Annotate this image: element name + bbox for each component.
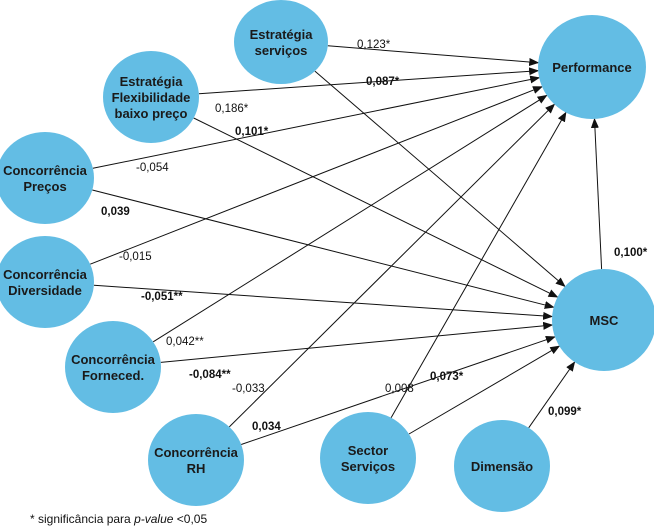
node-label-line: Forneced.	[81, 368, 145, 383]
node-dimensao	[454, 420, 550, 512]
node-label-line: Estratégia	[119, 74, 183, 89]
node-concorrencia-rh	[148, 414, 244, 506]
edge-flex-msc	[194, 118, 558, 297]
edge-line-msc-perf	[595, 119, 602, 269]
node-label-line: baixo preço	[114, 106, 188, 121]
edge-forn-msc	[161, 325, 552, 362]
node-label-line: Performance	[552, 60, 632, 75]
coef-label-div-perf: -0,015	[119, 251, 152, 263]
node-circle-concorrencia-forneced	[65, 321, 161, 413]
node-circle-estrategia-servicos	[234, 0, 328, 84]
edge-sector-msc	[409, 346, 559, 434]
footnote-emphasis: p-value	[134, 512, 174, 526]
footnote-suffix: <0,05	[173, 512, 208, 526]
node-label-line: Diversidade	[8, 283, 82, 298]
node-concorrencia-precos	[0, 132, 94, 224]
coef-label-forn-perf: 0,042**	[166, 336, 204, 348]
coef-label-flex-perf: 0,186*	[215, 103, 249, 115]
node-circle-concorrencia-diversidade	[0, 236, 94, 328]
edge-line-flex-msc	[194, 118, 558, 297]
coef-label-precos-perf: -0,054	[136, 162, 169, 174]
node-label-performance	[552, 60, 631, 75]
node-label-line: Preços	[23, 179, 67, 194]
significance-footnote	[30, 512, 207, 526]
coef-label-serv-perf: 0,123*	[357, 39, 391, 51]
node-sector-servicos	[320, 412, 416, 504]
node-label-dimensao	[471, 459, 533, 474]
node-msc	[552, 269, 654, 371]
coef-label-dim-msc: 0,099*	[548, 406, 582, 418]
coef-label-div-msc: -0,051**	[141, 291, 183, 303]
node-label-estrategia-flexibilidade	[112, 74, 191, 121]
node-concorrencia-diversidade	[0, 236, 94, 328]
node-label-line: Estratégia	[249, 27, 313, 42]
coef-label-rh-perf: -0,033	[232, 383, 265, 395]
node-label-line: Concorrência	[154, 445, 238, 460]
edge-line-forn-msc	[161, 325, 552, 362]
coef-label-serv-msc: 0,087*	[366, 76, 400, 88]
node-label-concorrencia-diversidade	[3, 267, 88, 298]
coef-label-precos-msc: 0,039	[101, 206, 130, 218]
node-label-estrategia-servicos	[250, 27, 314, 58]
edge-msc-perf	[595, 119, 602, 269]
coef-label-sector-msc: 0,073*	[430, 371, 464, 383]
edge-line-sector-msc	[409, 346, 559, 434]
node-label-line: MSC	[589, 313, 619, 328]
edge-line-forn-perf	[153, 95, 547, 341]
node-concorrencia-forneced	[65, 321, 161, 413]
node-estrategia-flexibilidade	[103, 51, 199, 143]
coef-label-sector-perf: 0,008	[385, 383, 414, 395]
node-label-line: Concorrência	[3, 163, 87, 178]
node-label-line: Concorrência	[71, 352, 155, 367]
node-circle-concorrencia-rh	[148, 414, 244, 506]
node-label-sector-servicos	[341, 443, 395, 474]
footnote-prefix: * significância para	[30, 512, 135, 526]
node-label-line: Sector	[347, 443, 389, 458]
coef-label-msc-perf: 0,100*	[614, 247, 648, 259]
edge-forn-perf	[153, 95, 547, 341]
node-label-msc	[590, 313, 620, 328]
node-label-line: Serviços	[340, 459, 396, 474]
edge-line-rh-perf	[229, 104, 554, 427]
node-estrategia-servicos	[234, 0, 328, 84]
node-label-line: Flexibilidade	[111, 90, 191, 105]
node-label-line: Concorrência	[3, 267, 87, 282]
node-label-line: RH	[186, 461, 206, 476]
coef-label-flex-msc: 0,101*	[235, 126, 269, 138]
coef-label-rh-msc: 0,034	[252, 421, 281, 433]
coef-label-forn-msc: -0,084**	[189, 369, 231, 381]
node-circle-concorrencia-precos	[0, 132, 94, 224]
node-label-line: Dimensão	[470, 459, 534, 474]
node-circle-sector-servicos	[320, 412, 416, 504]
edge-rh-perf	[229, 104, 554, 427]
node-performance	[538, 15, 646, 119]
node-label-concorrencia-forneced	[71, 352, 156, 383]
node-label-line: serviços	[254, 43, 308, 58]
